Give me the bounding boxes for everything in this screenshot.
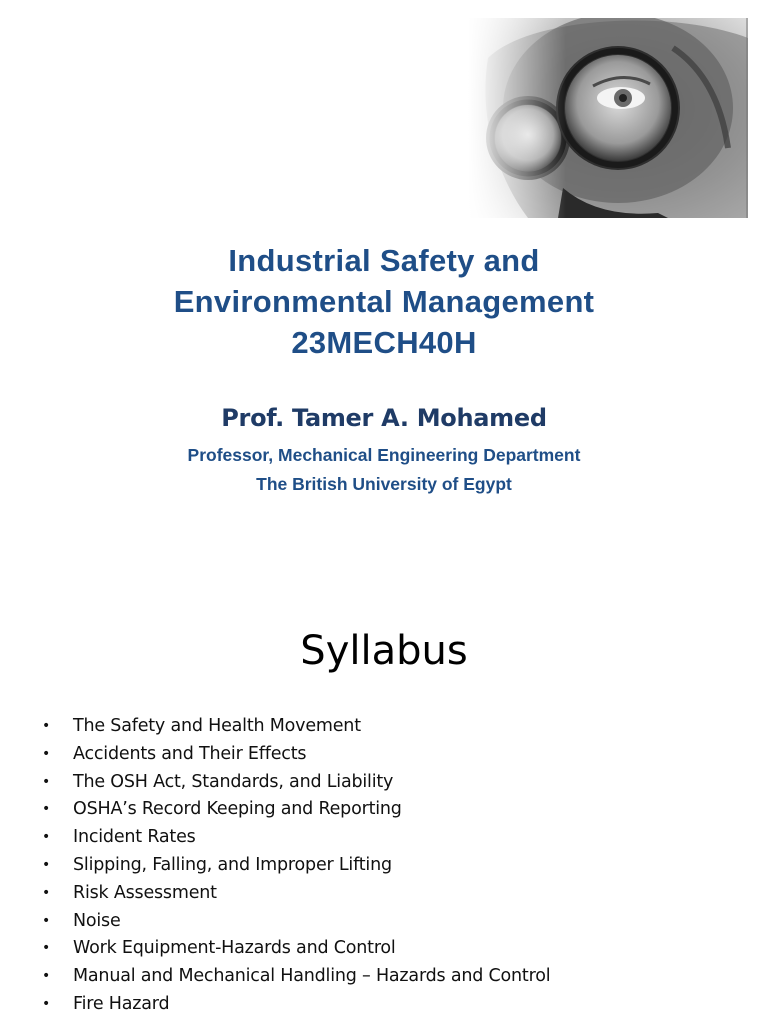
- list-item: [42, 824, 742, 852]
- list-item-text: Slipping, Falling, and Improper Lifting: [73, 854, 392, 875]
- syllabus-heading: Syllabus: [300, 628, 468, 674]
- bullet-icon: •: [42, 745, 51, 762]
- list-item: [42, 769, 742, 797]
- list-item-text: The OSH Act, Standards, and Liability: [73, 771, 394, 792]
- list-item: [42, 852, 742, 880]
- author-name: Prof. Tamer A. Mohamed: [221, 404, 547, 432]
- course-title-line-1: Industrial Safety and: [228, 243, 540, 278]
- list-item: [42, 908, 742, 936]
- list-item: [42, 796, 742, 824]
- list-item: [42, 741, 742, 769]
- course-code: 23MECH40H: [291, 325, 477, 360]
- syllabus-slide: [0, 590, 768, 1024]
- list-item-text: Risk Assessment: [73, 882, 217, 903]
- list-item: [42, 935, 742, 963]
- list-item-text: Incident Rates: [73, 827, 196, 848]
- list-item: [42, 713, 742, 741]
- list-item-text: Fire Hazard: [73, 993, 170, 1014]
- list-item: [42, 991, 742, 1019]
- list-item: [42, 963, 742, 991]
- author-position: Professor, Mechanical Engineering Department: [187, 445, 581, 465]
- bullet-icon: •: [42, 940, 51, 957]
- bullet-icon: •: [42, 884, 51, 901]
- list-item-text: The Safety and Health Movement: [73, 716, 361, 736]
- list-item-text: Manual and Mechanical Handling – Hazards and Control: [73, 966, 551, 987]
- list-item-text: Noise: [73, 910, 121, 931]
- list-item-text: OSHA’s Record Keeping and Reporting: [73, 799, 402, 820]
- syllabus-list: [42, 713, 742, 1019]
- course-title-line-2: Environmental Management: [173, 284, 595, 319]
- bullet-icon: •: [42, 773, 51, 790]
- list-item: [42, 880, 742, 908]
- bullet-icon: •: [42, 995, 51, 1012]
- list-item-text: Work Equipment-Hazards and Control: [73, 938, 396, 959]
- bullet-icon: •: [42, 801, 51, 818]
- author-university: The British University of Egypt: [256, 474, 512, 494]
- bullet-icon: •: [42, 718, 51, 734]
- bullet-icon: •: [42, 856, 51, 873]
- bullet-icon: •: [42, 829, 51, 846]
- list-item-text: Accidents and Their Effects: [73, 743, 307, 764]
- bullet-icon: •: [42, 912, 51, 929]
- bullet-icon: •: [42, 968, 51, 985]
- gas-mask-photo: [468, 18, 748, 218]
- course-title: [0, 240, 768, 363]
